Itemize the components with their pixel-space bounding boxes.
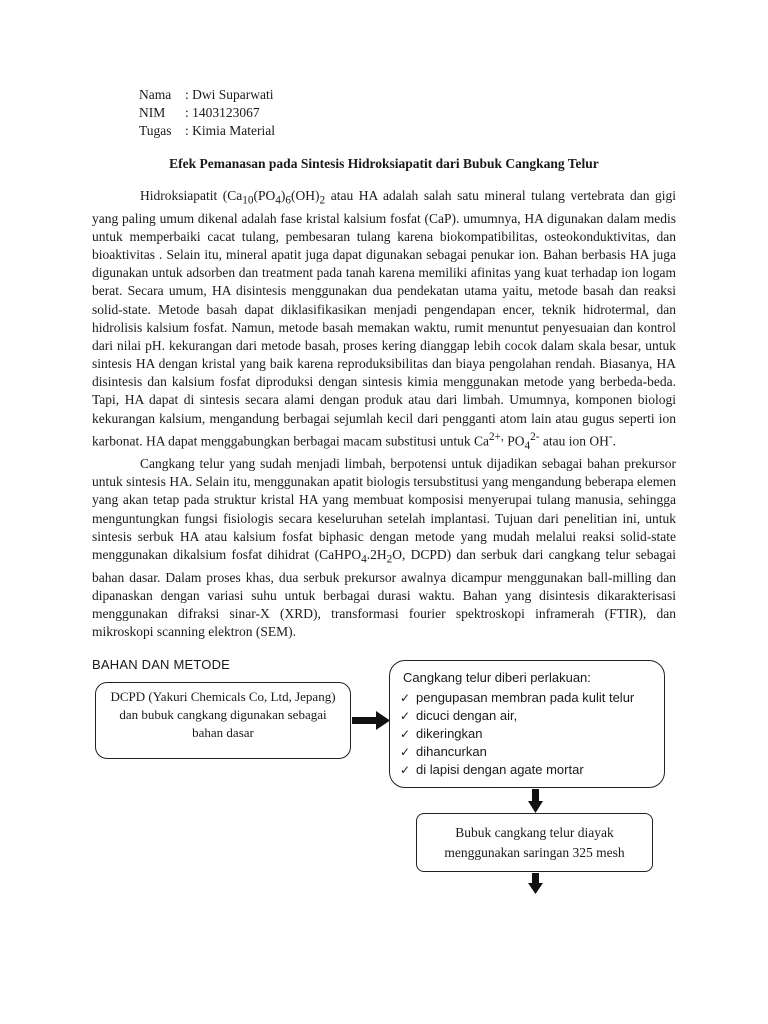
treatment-item-label: dicuci dengan air,	[416, 708, 518, 723]
list-item	[400, 689, 654, 707]
p1-sub-2: 2	[319, 194, 326, 207]
check-icon: ✓	[400, 745, 411, 759]
nim-value: : 1403123067	[185, 105, 260, 120]
p2-main: Cangkang telur yang sudah menjadi limbah, berpotensi untuk dijadikan sebagai bahan prekursor untuk sintesis HA. Selain itu, menggunakan apatit biologis tersubstitusi yang mengandung beberapa elemen yang akan tetap pada struktur kristal HA yang membuat komposisi menyerupai tulang manusia, sehingga menguntungkan fungsi fisiologis secara keseluruhan setelah implantasi. Tujuan dari penelitian ini, untuk sintesis serbuk HA atau kalsium fosfat biphasic dengan metode yang mudah melalui reaksi solid-state menggunakan dikalsium fosfat dihidrat (CaHPO	[92, 456, 676, 562]
check-icon: ✓	[400, 709, 411, 723]
check-icon: ✓	[400, 691, 411, 705]
check-icon: ✓	[400, 727, 411, 741]
list-item	[400, 743, 654, 761]
down-arrow-icon-2	[528, 873, 543, 894]
p1-main: atau HA adalah salah satu mineral tulang vertebrata dan gigi yang paling umum dikenal adalah fase kristal kalsium fosfat (CaP). umumnya, HA digunakan dalam medis untuk memperbaiki cacat tulang, pembesaran tulang karena biokompatibilitas, osteokonduktivitas, dan bioaktivitas . Selain itu, mineral apatit juga dapat digunakan sebagai penukar ion. Bahan berbasis HA juga digunakan untuk adsorben dan treatment pada tanah karena memiliki afinitas yang kuat terhadap ion logam berat. Secara umum, HA disintesis menggunakan dua pendekatan utama yaitu, metode basah dan reaksi solid-state. Metode basah dapat diklasifikasikan menjadi pengendapan encer, teknik hidrotermal, dan hidrolisis kalsium fosfat. Namun, metode basah memakan waktu, rumit menuntut penyesuaian dan kontrol dari nilai pH. kekurangan dari metode basah, proses kering dianggap lebih cocok dalam skala besar, untuk sintesis HA dengan kristal yang baik karena reproduksibilitas dan biaya pengolahan rendah. Biasanya, HA disintesis dan kalsium fosfat diproduksi dengan sintesis kimia menggunakan metode yang berbeda-beda. Tapi, HA dapat di sintesis secara alami dengan produk atau dari limbah. Umumnya, komponen biologi kekurangan kalsium, mengandung berbagai sejumlah kecil dari pengganti atom lain atau gugus seperti ion karbonat. HA dapat menggabungkan berbagai macam substitusi untuk Ca	[92, 188, 676, 449]
sieve-box: Bubuk cangkang telur diayak menggunakan saringan 325 mesh	[416, 813, 653, 872]
treatment-item-label: dikeringkan	[416, 726, 483, 741]
document-title: Efek Pemanasan pada Sintesis Hidroksiapatit dari Bubuk Cangkang Telur	[169, 156, 599, 171]
p1-oh-ion: atau ion OH	[539, 433, 609, 449]
right-arrow-icon	[352, 711, 390, 730]
treatment-item-label: dihancurkan	[416, 744, 487, 759]
down-arrow-icon	[528, 789, 543, 813]
list-item	[400, 707, 654, 725]
section-heading: BAHAN DAN METODE	[92, 657, 231, 672]
check-icon: ✓	[400, 763, 411, 777]
p2-2h: .2H	[366, 546, 387, 562]
tugas-value: : Kimia Material	[185, 123, 275, 138]
name-label: Nama	[139, 87, 172, 102]
treatment-title: Cangkang telur diberi perlakuan:	[403, 670, 591, 685]
name-value: : Dwi Suparwati	[185, 87, 274, 102]
p1-sup-ca: 2+,	[489, 430, 504, 443]
treatment-list	[400, 689, 654, 779]
treatment-box	[389, 660, 665, 788]
p2-sub-2: 2	[386, 553, 393, 566]
list-item	[400, 761, 654, 779]
treatment-item-label: pengupasan membran pada kulit telur	[416, 690, 635, 705]
dcpd-box: DCPD (Yakuri Chemicals Co, Ltd, Jepang) dan bubuk cangkang digunakan sebagai bahan dasar	[95, 682, 351, 759]
p1-paren: )	[280, 188, 286, 203]
p1-sup-oh: -	[608, 430, 613, 443]
p1-po4: PO	[503, 433, 525, 449]
p1-lead: Hidroksiapatit (Ca	[140, 188, 243, 203]
nim-label: NIM	[139, 105, 166, 120]
tugas-label: Tugas	[139, 123, 172, 138]
p1-sub-4: 4	[275, 194, 281, 207]
treatment-item-label: di lapisi dengan agate mortar	[416, 762, 584, 777]
p1-sub-6: 6	[285, 194, 292, 207]
p1-sub-po4: 4	[524, 439, 531, 452]
p1-end: .	[612, 433, 616, 449]
p1-oh: (OH)	[291, 188, 320, 203]
p1-po: (PO	[253, 188, 276, 203]
p2-sub-4: 4	[361, 553, 367, 566]
p2-rest: O, DCPD) dan serbuk dari cangkang telur sebagai bahan dasar. Dalam proses khas, dua serbuk prekursor awalnya dicampur menggunakan ball-milling dan dipanaskan dengan variasi suhu untuk berbagai durasi waktu. Bahan yang disintesis dikarakterisasi menggunakan difraksi sinar-X (XRD), transformasi fourier spektroskopi inframerah (FTIR), dan mikroskopi scanning elektron (SEM).	[92, 546, 676, 640]
p1-sub-10: 10	[242, 194, 254, 207]
p1-sup-po4: 2-	[530, 430, 540, 443]
list-item	[400, 725, 654, 743]
